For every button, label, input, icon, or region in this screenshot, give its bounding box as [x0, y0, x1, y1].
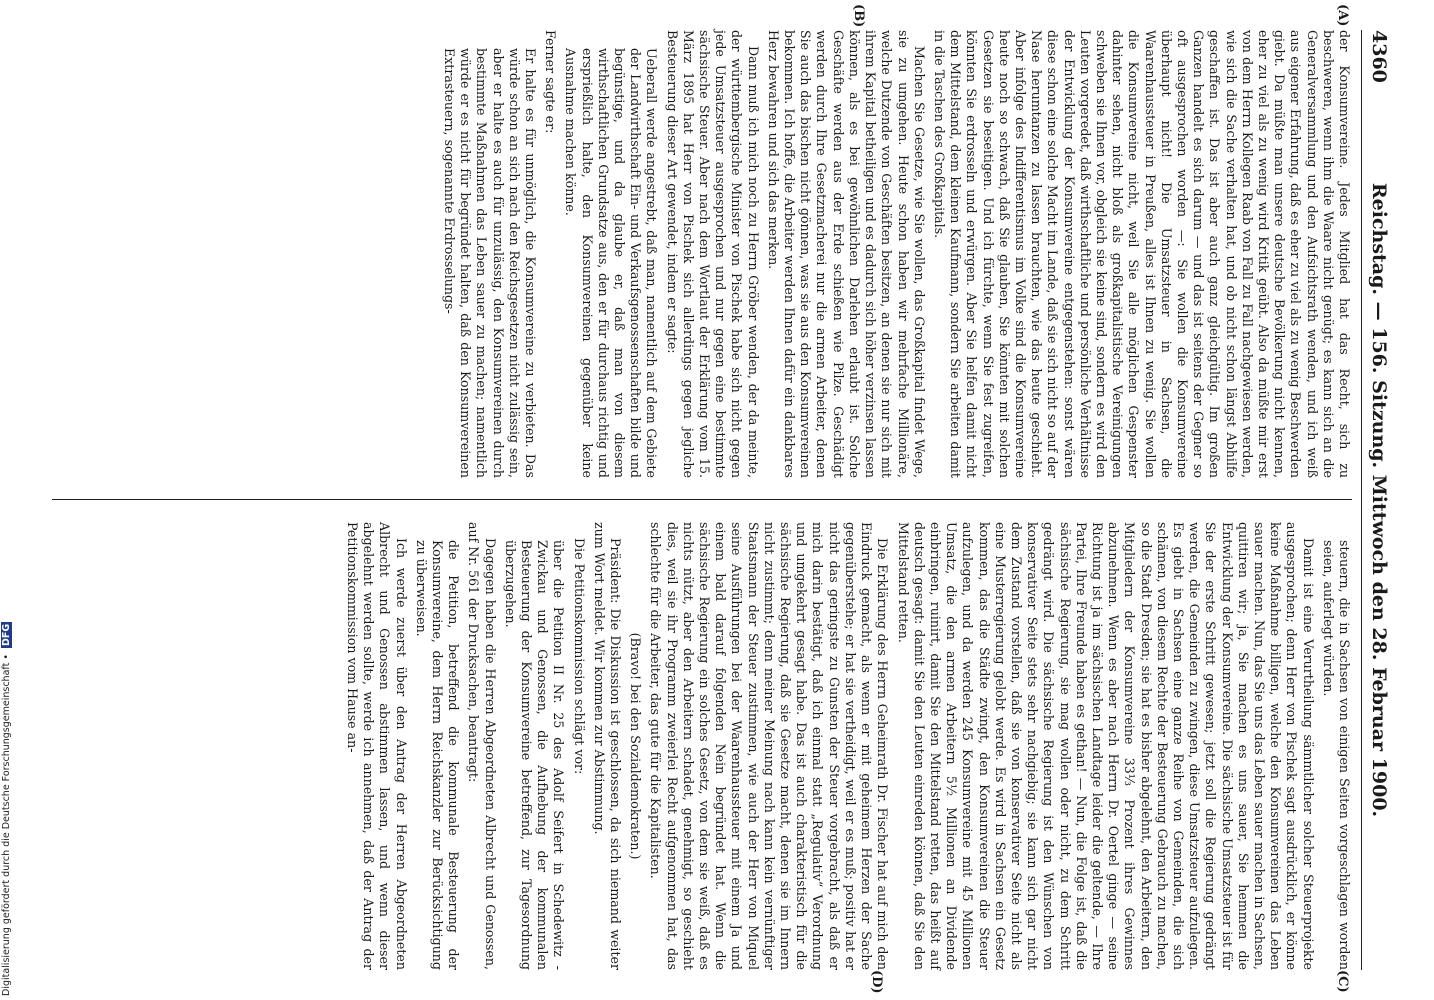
- page-body: [34, 4, 1394, 994]
- paragraph: Ferner sagte er:: [543, 30, 559, 134]
- quoted-paragraph: über die Petition II Nr. 25 des Adolf Seifert in Schedewitz - Zwickau und Genossen, die Aufhebung der kommunalen Besteuerung der Konsumvereine betreffend, zur Tagesordnung überzugehen.: [502, 540, 567, 970]
- paragraph: Dagegen haben die Herren Abgeordneten Albrecht und Genossen, auf Nr. 561 der Drucksachen, beantragt:: [466, 522, 498, 970]
- quoted-paragraph: Er halte es für unmöglich, die Konsumvereine zu verbieten. Das würde schon an sich nach den Reichsgesetzen nicht zulässig sein, aber er halte es auch für unzulässig, den Konsumvereinen durch bestimmte Maßnahmen das Leben sauer zu machen; namentlich würde er es nicht für begründet halten, daß den Konsumvereinen Extrasteuern, sogenannte Erdrosselungs-: [442, 48, 539, 478]
- digitization-credit: [0, 596, 14, 996]
- quoted-paragraph: steuern, die in Sachsen von einigen Seiten vorgeschlagen worden seien, auferlegt würden.: [1320, 540, 1352, 970]
- paragraph: der Konsumvereine. Jedes Mitglied hat das Recht, sich zu beschweren, wenn ihm die Waare nicht genügt; es kann sich an die Generalversammlung und den Aufsichtsrath wenden, und ich weiß aus eigener Erfahrung, daß es eher zu viel als zu wenig Beschwerden giebt. Da müßte man unsere deutsche Bevölkerung nicht kennen, eher zu viel als zu wenig wird Kritik geübt. Also da müßte mir erst von dem Herrn Kollegen Raab von Fall zu Fall nachgewiesen werden, wie sich die Sache verhalten hat, und ob nicht schon längst Abhilfe geschaffen ist. Das ist aber auch ganz gleichgültig. Im großen Ganzen handelt es sich darum — und das ist seitens der Gegner so oft ausgesprochen worden —: Sie wollen die Konsumvereine überhaupt nicht! Die Umsatzsteuer in Sachsen, die Waarenhaussteuer in Preußen, alles ist Ihnen zu wenig. Sie wollen die Konsumvereine nicht, weil Sie alle möglichen Gespenster dahinter sehen, nicht bloß als großkapitalistische Vereinigungen schweben sie Ihnen vor, obgleich sie keine sind, sondern es wird den Leuten vorgeredet, daß wirthschaftliche und persönliche Verhältnisse der Entwicklung der Konsumvereine entgegenstehen: sonst wären diese schon eine solche Macht im Lande, daß sie sich nicht so auf der Nase herumtanzen zu lassen brauchten, wie das heute geschieht. Aber infolge des Indifferentismus im Volke sind die Konsumvereine heute noch so schwach, daß Sie glauben, Sie könnten mit solchen Gesetzen sie beseitigen. Und ich fürchte, wenn Sie fest zugreifen, könnten Sie erdrosseln und erwürgen. Aber Sie helfen damit nicht dem Mittelstand, dem kleinen Kaufmann, sondern Sie arbeiten damit in die Taschen des Großkapitals.: [931, 30, 1352, 478]
- page-number: 4360: [1368, 30, 1390, 83]
- margin-marker-c: (C): [1335, 970, 1350, 993]
- quoted-paragraph: Ueberall werde angestrebt, daß man, namentlich auf dem Gebiete der Landwirthschaft Ein- und Verkaufsgenossenschaften bilde und begünstige, und da glaube er, daß man von diesem wirthschaftlichen Grundsatze aus, den er für durchaus richtig und ersprießlich halte, den Konsumvereinen gegenüber keine Ausnahme machen könne.: [563, 48, 660, 478]
- paragraph: Die Petitionskommission schlägt vor:: [571, 538, 587, 775]
- stage-direction: (Bravo! bei den Sozialdemokraten.): [628, 632, 644, 860]
- margin-marker-b: (B): [851, 4, 866, 28]
- margin-marker-a: (A): [1335, 4, 1350, 27]
- column-divider: [52, 499, 1352, 500]
- page-title: Reichstag. — 156. Sitzung. Mittwoch den 28. Februar 1900.: [1368, 182, 1390, 818]
- quoted-paragraph: die Petition, betreffend die kommunale Besteuerung der Konsumvereine, dem Herrn Reichskanzler zur Berücksichtigung zu überweisen.: [413, 540, 462, 970]
- page-header: [1364, 30, 1394, 970]
- paragraph: Damit ist eine Verurtheilung sämmtlicher solcher Steuerprojekte ausgesprochen; denn Herr von Pischek sagt ausdrücklich, er könne keine Maßnahme billigen, welche den Konsumvereinen das Leben sauer machen. Nun, das Sie uns das Leben sauer machen in Sachsen, quittiren wir; ja, Sie machen es uns sauer, Sie hemmen die Entwicklung der Konsumvereine. Die sächsische Umsatzsteuer ist für Sie der erste Schritt gewesen; jetzt soll die Regierung gedrängt werden, die Gemeinden zu zwingen, diese Umsatzsteuer aufzulegen. Es giebt in Sachsen eine ganze Reihe von Gemeinden, die sich schämen, von diesem Rechte der Besteuerung Gebrauch zu machen, so die Stadt Dresden; sie hat es bisher abgelehnt, den Arbeitern, den Mitgliedern der Konsumvereine 33⅓ Prozent ihres Gewinnes abzunehmen. Wenn es aber nach Herrn Dr. Oertel ginge — seine Richtung ist ja im sächsischen Landtage leider die geltende, — Ihre Partei, Ihre Freunde haben es gethan! — Nun, die Folge ist, daß die sächsische Regierung, sie mag wollen oder nicht, zu dem Schritt gedrängt wird. Die sächsische Regierung ist den Wünschen von konservativer Seite stets sehr nachgiebig; sie kann sich gar nicht dem Zustand vorstellen, daß sie von konservativer Seite nicht als eine Musterregierung gelobt werde. Es wird in Sachsen ein Gesetz kommen, das die Städte zwingt, den Konsumvereinen die Steuer aufzulegen, und da werden 245 Konsumvereine mit 45 Millionen Umsatz, die den armen Arbeitern 5½ Millionen an Dividende einbringen, ruinirt, damit Sie den Mittelstand retten, das heißt auf deutsch gesagt: damit Sie den Leuten einreden können, daß Sie den Mittelstand retten.: [895, 522, 1316, 970]
- paragraph: Die Erklärung des Herrn Geheimrath Dr. Fischer hat auf mich den Eindruck gemacht, als wenn er mit geheimem Herzen der Sache gegenüberstehe; er hat sie vertheidigt, weil er es muß; positiv hat er nicht das geringste zu Gunsten der Steuer vorgebracht, als daß er mich darin bestätigt, daß ich einmal statt „Regulativ“ Verordnung und umgekehrt gesagt habe. Das ist auch charakteristisch für die sächsische Regierung, daß sie Gesetze macht, denen sie im Innern nicht zustimmt; denn meiner Meinung nach kann kein vernünftiger Staatsmann der Steuer zustimmen, wie auch der Herr von Miquel seine Ausführungen bei der Waarenhaussteuer mit einem Ja und einem bald darauf folgenden Nein begründet hat. Wenn die sächsische Regierung ein solches Gesetz, von dem sie weiß, daß es nichts nützt, aber den Arbeitern schadet, genehmigt, so geschieht dies, weil sie ihr Programm zweierlei Recht aufgenommen hat, das schlechte für die Arbeiter, das gute für die Kapitalisten.: [648, 522, 891, 970]
- paragraph: Machen Sie Gesetze, wie Sie wollen, das Großkapital findet Wege, sie zu umgehen. Heute schon haben wir mehrfache Millionäre, welche Dutzende von Geschäften besitzen, an denen sie nur sich mit ihrem Kapital betheiligen und es dadurch sich höher verzinsen lassen können, als es bei gewöhnlichen Darlehen erlaubt ist. Solche Geschäfte werden aus der Erde schießen wie Pilze. Geschädigt werden durch Ihre Gesetzmacherei nur die armen Arbeiter, denen Sie auch das bischen nicht gönnen, was sie aus den Konsumvereinen bekommen. Ich hoffe, die Arbeiter werden Ihnen dafür ein dankbares Herz bewahren und sich das merken.: [765, 30, 927, 478]
- header-rule: [1361, 30, 1362, 970]
- margin-marker-d: (D): [869, 970, 884, 994]
- dfg-logo: DFG: [1, 623, 12, 647]
- paragraph: Ich werde zuerst über den Antrag der Herren Abgeordneten Albrecht und Genossen abstimmen lassen, und wenn dieser abgelehnt werden sollte, werde ich annehmen, daß der Antrag der Petitionskommission vom Hause an-: [345, 522, 409, 970]
- right-column: [52, 522, 1352, 970]
- credit-text: Digitalisierung gefördert durch die Deutsche Forschungsgemeinschaft •: [1, 654, 12, 996]
- paragraph: Dann muß ich mich noch zu Herrn Gröber wenden, der da meinte, der württembergische Minister von Pischek habe sich nicht gegen jede Umsatzsteuer ausgesprochen und nur gegen eine bestimmte sächsische Steuer. Aber nach dem Wortlaut der Erklärung vom 15. März 1895 hat Herr von Pischek sich allerdings gegen jegliche Besteuerung dieser Art gewendet, indem er sagte:: [664, 30, 761, 478]
- left-column: [52, 30, 1352, 478]
- paragraph: Präsident: Die Diskussion ist geschlossen, da sich niemand weiter zum Wort meldet. Wir kommen zur Abstimmung.: [591, 522, 624, 970]
